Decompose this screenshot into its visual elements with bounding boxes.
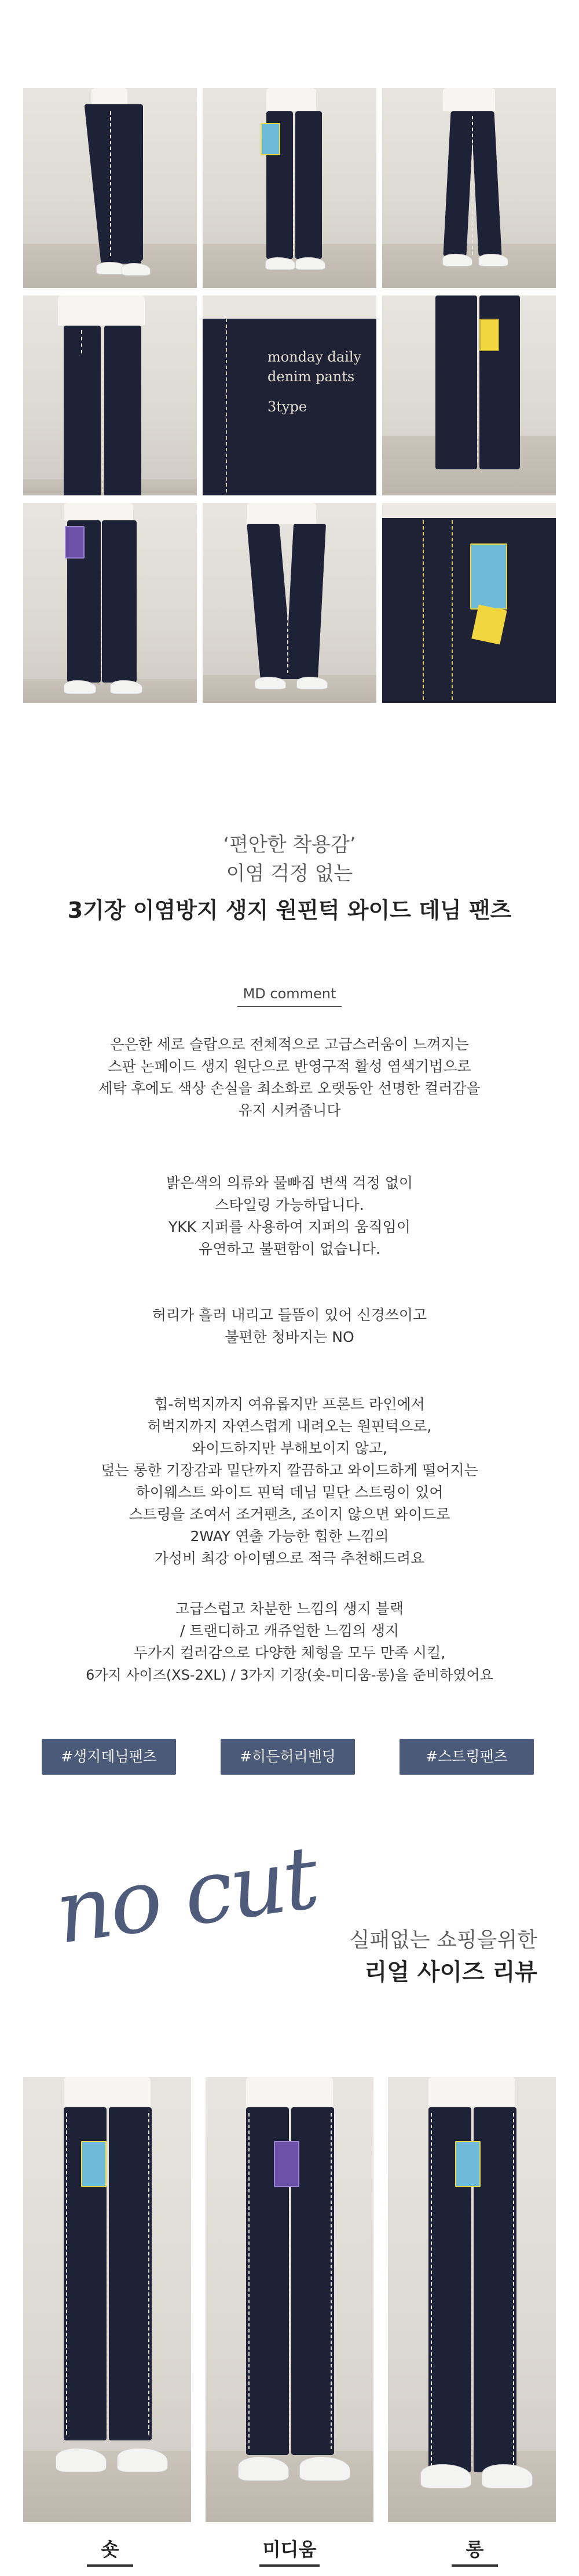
size-label-short: 숏 [101,2538,119,2560]
review-title: 리얼 사이즈 리뷰 [364,1959,537,1986]
md-paragraph-5 [0,1598,579,1686]
product-photo-8 [203,503,376,703]
hashtag-raw-denim[interactable]: #생지데님팬츠 [42,1739,176,1775]
product-title: 3기장 이염방지 생지 원핀턱 와이드 데님 팬츠 [67,897,512,923]
text-line: 스트링을 조여서 조거팬츠, 조이지 않으면 와이드로 [129,1506,450,1523]
text-line: 하이웨스트 와이드 핀턱 데님 밑단 스트링이 있어 [135,1484,444,1501]
text-line: 와이드하지만 부해보이지 않고, [192,1440,387,1457]
product-photo-5 [203,295,376,495]
text-line: 밝은색의 의류와 물빠짐 변색 걱정 없이 [166,1174,413,1191]
text-line: YKK 지퍼를 사용하여 지퍼의 움직임이 [168,1218,411,1235]
md-comment-divider [237,1006,342,1007]
text-line: 세탁 후에도 색상 손실을 최소화로 오랫동안 선명한 컬러감을 [98,1080,481,1097]
product-photo-1 [23,88,197,288]
intro-quote: ‘편안한 착용감’ [223,833,356,856]
text-line: 2WAY 연출 가능한 힙한 느낌의 [190,1528,389,1545]
no-cut-script-title: no cut [49,1827,323,1964]
size-label-underline [259,2564,320,2567]
text-line: 스판 논페이드 생지 원단으로 반영구적 활성 염색기법으로 [108,1058,471,1075]
md-paragraph-3 [0,1304,579,1348]
price-tag-icon [274,2141,299,2187]
photo-overlay-text-1: monday daily [267,349,362,365]
product-photo-4 [23,295,197,495]
product-photo-6 [382,295,556,495]
size-label-long: 롱 [466,2538,484,2560]
text-line: 6가지 사이즈(XS-2XL) / 3가지 기장(숏-미디움-롱)을 준비하였어요 [86,1667,493,1683]
size-label-underline [452,2564,498,2567]
review-subtitle: 실패없는 쇼핑을위한 [349,1928,537,1952]
price-tag-icon [81,2141,107,2187]
md-paragraph-1 [0,1034,579,1122]
price-tag-icon [470,543,507,610]
text-line: 힙-허벅지까지 여유롭지만 프론트 라인에서 [154,1396,425,1413]
text-line: 덮는 롱한 기장감과 밑단까지 깔끔하고 와이드하게 떨어지는 [101,1462,478,1479]
text-line: 은은한 세로 슬랍으로 전체적으로 고급스러움이 느껴지는 [110,1036,469,1053]
product-photo-7 [23,503,197,703]
size-photo-medium [206,2077,373,2522]
md-comment-heading: MD comment [243,986,336,1002]
price-tag-icon [65,526,85,559]
text-line: 유지 시켜줍니다 [238,1102,341,1119]
product-photo-9 [382,503,556,703]
text-line: 허리가 흘러 내리고 들뜸이 있어 신경쓰이고 [152,1307,427,1323]
text-line: 가성비 최강 아이템으로 적극 추천해드려요 [154,1550,425,1567]
text-line: 허벅지까지 자연스럽게 내려오는 원핀턱으로, [147,1418,432,1435]
text-line: 스타일링 가능하답니다. [215,1196,364,1213]
price-tag-icon [479,319,499,351]
price-tag-icon [455,2141,481,2187]
hashtag-string-pants[interactable]: #스트링팬츠 [400,1739,534,1775]
text-line: 두가지 컬러감으로 다양한 체형을 모두 만족 시킬, [133,1644,446,1661]
text-line: 유연하고 불편함이 없습니다. [199,1240,380,1257]
photo-overlay-text-3: 3type [267,399,307,415]
photo-overlay-text-2: denim pants [267,368,355,385]
price-tag-icon [261,123,280,155]
size-label-underline [87,2564,133,2567]
text-line: 불편한 청바지는 NO [225,1329,354,1345]
text-line: / 트랜디하고 캐쥬얼한 느낌의 생지 [179,1622,400,1639]
product-photo-3 [382,88,556,288]
md-paragraph-2 [0,1172,579,1260]
intro-subtitle: 이염 걱정 없는 [226,862,353,885]
size-label-medium: 미디움 [262,2538,317,2560]
hashtag-hidden-waistband[interactable]: #히든허리밴딩 [221,1739,355,1775]
size-photo-short [23,2077,191,2522]
product-photo-2 [203,88,376,288]
size-photo-long [388,2077,556,2522]
md-paragraph-4 [0,1393,579,1570]
text-line: 고급스럽고 차분한 느낌의 생지 블랙 [175,1600,404,1617]
